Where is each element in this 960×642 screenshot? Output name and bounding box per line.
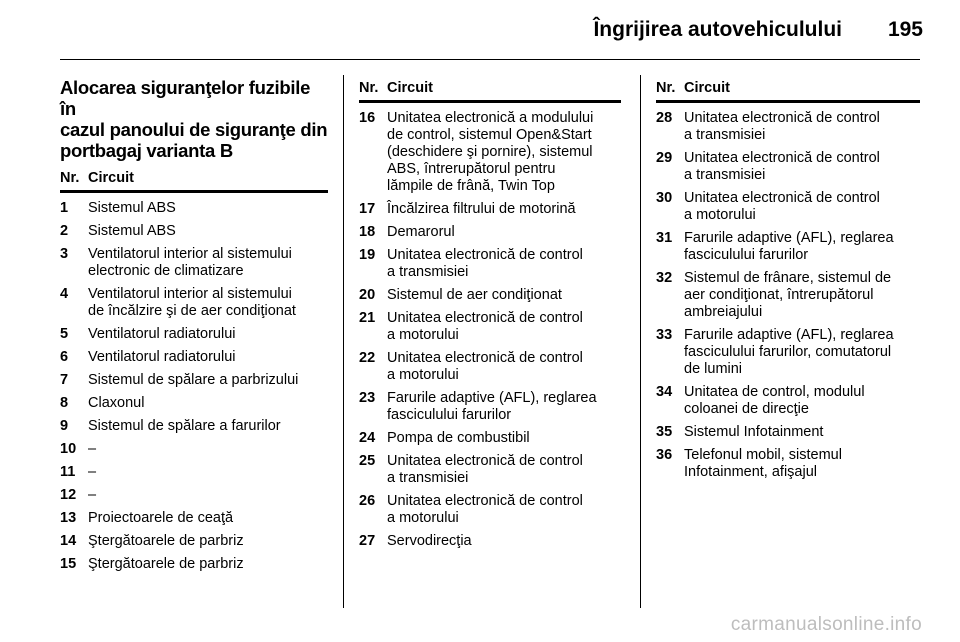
circuit-description-line: de lumini <box>684 361 743 377</box>
table-row <box>60 556 328 573</box>
fuse-number: 23 <box>359 390 376 406</box>
circuit-description <box>684 384 920 418</box>
circuit-description <box>88 556 328 573</box>
circuit-description <box>387 110 621 195</box>
page-header <box>0 0 960 60</box>
fuse-number: 2 <box>60 223 69 239</box>
table-row <box>359 390 621 424</box>
fuse-number: 11 <box>60 464 76 480</box>
fuse-number: 8 <box>60 395 69 411</box>
circuit-description-line: – <box>88 464 97 480</box>
circuit-description-line: – <box>88 487 97 503</box>
table-row <box>60 326 328 343</box>
circuit-description <box>684 190 920 224</box>
circuit-description-line: Sistemul de spălare a parbrizului <box>88 372 299 388</box>
table-row <box>60 441 328 458</box>
fuse-number: 18 <box>359 224 376 240</box>
table-row <box>656 190 920 224</box>
circuit-description <box>387 493 621 527</box>
column-divider-2 <box>640 75 641 608</box>
circuit-description-line: de încălzire şi de aer condiţionat <box>88 303 296 319</box>
table-row <box>359 533 621 550</box>
fuse-number: 21 <box>359 310 376 326</box>
circuit-description <box>88 349 328 366</box>
table-row <box>60 510 328 527</box>
fuse-list <box>60 200 328 573</box>
circuit-description <box>684 447 920 481</box>
circuit-description-line: Unitatea electronică a modulului <box>387 110 594 126</box>
circuit-description-line: Sistemul ABS <box>88 200 176 216</box>
circuit-description-line: Unitatea electronică de control <box>387 350 583 366</box>
table-row <box>656 230 920 264</box>
circuit-description-line: coloanei de direcţie <box>684 401 809 417</box>
circuit-description <box>88 223 328 240</box>
circuit-description-line: Unitatea electronică de control <box>387 310 583 326</box>
table-row <box>60 533 328 550</box>
fuse-number: 26 <box>359 493 376 509</box>
circuit-description-line: aer condiţionat, întrerupătorul <box>684 287 874 303</box>
table-row <box>359 287 621 304</box>
column-3 <box>656 75 920 481</box>
column-1 <box>60 75 328 573</box>
circuit-description <box>88 464 328 481</box>
circuit-description <box>684 110 920 144</box>
circuit-description-line: ABS, întrerupătorul pentru <box>387 161 556 177</box>
circuit-description-line: Ventilatorul interior al sistemului <box>88 246 292 262</box>
circuit-description-line: Ventilatorul interior al sistemului <box>88 286 292 302</box>
fuse-number: 5 <box>60 326 69 342</box>
table-row <box>656 327 920 378</box>
circuit-description <box>88 286 328 320</box>
fuse-number: 6 <box>60 349 69 365</box>
circuit-description-line: a motorului <box>387 510 459 526</box>
fuse-number: 29 <box>656 150 673 166</box>
column-header-nr: Nr. <box>60 170 80 186</box>
fuse-number: 25 <box>359 453 376 469</box>
circuit-description-line: (deschidere şi pornire), sistemul <box>387 144 593 160</box>
circuit-description-line: Ştergătoarele de parbriz <box>88 556 244 572</box>
fuse-number: 15 <box>60 556 77 572</box>
circuit-description-line: Sistemul de frânare, sistemul de <box>684 270 892 286</box>
circuit-description-line: Unitatea electronică de control <box>387 247 583 263</box>
circuit-description-line: Farurile adaptive (AFL), reglarea <box>684 230 894 246</box>
circuit-description <box>88 200 328 217</box>
table-row <box>60 487 328 504</box>
circuit-description-line: a transmisiei <box>387 470 469 486</box>
circuit-description-line: Încălzirea filtrului de motorină <box>387 201 576 217</box>
circuit-description <box>88 246 328 280</box>
circuit-description-line: fasciculului farurilor <box>387 407 512 423</box>
column-header-nr: Nr. <box>359 80 379 96</box>
table-header <box>656 79 920 103</box>
fuse-number: 36 <box>656 447 673 463</box>
circuit-description-line: Unitatea de control, modulul <box>684 384 865 400</box>
circuit-description-line: a motorului <box>684 207 756 223</box>
header-divider <box>60 59 920 60</box>
circuit-description-line: Ventilatorul radiatorului <box>88 326 236 342</box>
circuit-description <box>88 418 328 435</box>
table-header <box>60 169 328 193</box>
fuse-number: 17 <box>359 201 376 217</box>
table-row <box>656 424 920 441</box>
table-row <box>359 110 621 195</box>
table-row <box>656 384 920 418</box>
column-header-circuit: Circuit <box>387 80 433 96</box>
table-row <box>359 247 621 281</box>
circuit-description <box>387 224 621 241</box>
circuit-description <box>88 326 328 343</box>
circuit-description <box>387 247 621 281</box>
fuse-list <box>656 110 920 481</box>
table-row <box>656 447 920 481</box>
circuit-description-line: Proiectoarele de ceaţă <box>88 510 234 526</box>
circuit-description-line: Pompa de combustibil <box>387 430 530 446</box>
table-row <box>359 201 621 218</box>
circuit-description-line: Servodirecţia <box>387 533 472 549</box>
circuit-description-line: Telefonul mobil, sistemul <box>684 447 842 463</box>
column-2 <box>359 75 621 550</box>
circuit-description-line: lămpile de frână, Twin Top <box>387 178 555 194</box>
column-divider-1 <box>343 75 344 608</box>
fuse-number: 27 <box>359 533 376 549</box>
circuit-description-line: Unitatea electronică de control <box>387 493 583 509</box>
fuse-number: 12 <box>60 487 77 503</box>
table-row <box>60 246 328 280</box>
circuit-description <box>387 533 621 550</box>
circuit-description <box>387 310 621 344</box>
circuit-description-line: Unitatea electronică de control <box>684 150 880 166</box>
circuit-description <box>684 327 920 378</box>
fuse-number: 14 <box>60 533 77 549</box>
column-header-nr: Nr. <box>656 80 676 96</box>
fuse-number: 16 <box>359 110 376 126</box>
circuit-description-line: Demarorul <box>387 224 455 240</box>
circuit-description-line: Ventilatorul radiatorului <box>88 349 236 365</box>
table-row <box>60 349 328 366</box>
circuit-description-line: Farurile adaptive (AFL), reglarea <box>387 390 597 406</box>
fuse-number: 24 <box>359 430 376 446</box>
table-row <box>359 350 621 384</box>
circuit-description <box>684 270 920 321</box>
circuit-description-line: fasciculului farurilor, comutatorul <box>684 344 892 360</box>
column-header-circuit: Circuit <box>88 170 134 186</box>
table-row <box>359 430 621 447</box>
table-row <box>656 110 920 144</box>
circuit-description-line: Sistemul Infotainment <box>684 424 824 440</box>
fuse-number: 3 <box>60 246 69 262</box>
table-row <box>359 310 621 344</box>
circuit-description <box>387 453 621 487</box>
circuit-description-line: Unitatea electronică de control <box>684 190 880 206</box>
circuit-description <box>387 430 621 447</box>
circuit-description-line: Unitatea electronică de control <box>684 110 880 126</box>
circuit-description-line: a transmisiei <box>684 127 766 143</box>
circuit-description <box>88 395 328 412</box>
circuit-description <box>684 230 920 264</box>
circuit-description <box>88 487 328 504</box>
circuit-description-line: Farurile adaptive (AFL), reglarea <box>684 327 894 343</box>
circuit-description-line: ambreiajului <box>684 304 763 320</box>
circuit-description <box>387 201 621 218</box>
fuse-number: 13 <box>60 510 77 526</box>
circuit-description-line: electronic de climatizare <box>88 263 244 279</box>
table-row <box>60 223 328 240</box>
section-title <box>60 77 328 161</box>
fuse-number: 20 <box>359 287 376 303</box>
fuse-number: 32 <box>656 270 673 286</box>
fuse-number: 28 <box>656 110 673 126</box>
table-row <box>359 224 621 241</box>
circuit-description-line: Sistemul de aer condiţionat <box>387 287 562 303</box>
circuit-description-line: Unitatea electronică de control <box>387 453 583 469</box>
fuse-number: 22 <box>359 350 376 366</box>
table-row <box>359 453 621 487</box>
fuse-number: 33 <box>656 327 673 343</box>
fuse-number: 30 <box>656 190 673 206</box>
table-row <box>656 270 920 321</box>
circuit-description <box>684 150 920 184</box>
circuit-description <box>387 390 621 424</box>
table-row <box>60 464 328 481</box>
circuit-description-line: – <box>88 441 97 457</box>
circuit-description-line: a motorului <box>387 327 459 343</box>
table-row <box>60 418 328 435</box>
circuit-description <box>88 510 328 527</box>
table-row <box>60 395 328 412</box>
circuit-description-line: Claxonul <box>88 395 145 411</box>
circuit-description-line: a transmisiei <box>387 264 469 280</box>
circuit-description-line: Ştergătoarele de parbriz <box>88 533 244 549</box>
circuit-description <box>387 350 621 384</box>
circuit-description-line: a motorului <box>387 367 459 383</box>
header-title: Îngrijirea autovehiculului <box>593 18 842 41</box>
circuit-description <box>387 287 621 304</box>
table-header <box>359 79 621 103</box>
fuse-number: 1 <box>60 200 69 216</box>
fuse-list <box>359 110 621 550</box>
circuit-description-line: a transmisiei <box>684 167 766 183</box>
circuit-description-line: de control, sistemul Open&Start <box>387 127 592 143</box>
fuse-number: 4 <box>60 286 69 302</box>
page-number: 195 <box>887 18 923 41</box>
circuit-description <box>88 441 328 458</box>
circuit-description-line: Sistemul ABS <box>88 223 176 239</box>
fuse-number: 35 <box>656 424 673 440</box>
table-row <box>656 150 920 184</box>
fuse-number: 34 <box>656 384 673 400</box>
circuit-description <box>684 424 920 441</box>
table-row <box>60 286 328 320</box>
column-header-circuit: Circuit <box>684 80 730 96</box>
fuse-number: 7 <box>60 372 69 388</box>
circuit-description <box>88 372 328 389</box>
circuit-description-line: Sistemul de spălare a farurilor <box>88 418 281 434</box>
section-title-line: portbagaj varianta B <box>60 140 233 161</box>
watermark: carmanualsonline.info <box>730 614 922 635</box>
circuit-description <box>88 533 328 550</box>
fuse-number: 19 <box>359 247 376 263</box>
fuse-number: 31 <box>656 230 673 246</box>
section-title-line: Alocarea siguranţelor fuzibile în <box>60 77 311 119</box>
section-title-line: cazul panoului de siguranţe din <box>60 119 328 140</box>
circuit-description-line: fasciculului farurilor <box>684 247 809 263</box>
circuit-description-line: Infotainment, afişajul <box>684 464 817 480</box>
fuse-number: 10 <box>60 441 77 457</box>
table-row <box>60 372 328 389</box>
fuse-number: 9 <box>60 418 69 434</box>
table-row <box>359 493 621 527</box>
table-row <box>60 200 328 217</box>
